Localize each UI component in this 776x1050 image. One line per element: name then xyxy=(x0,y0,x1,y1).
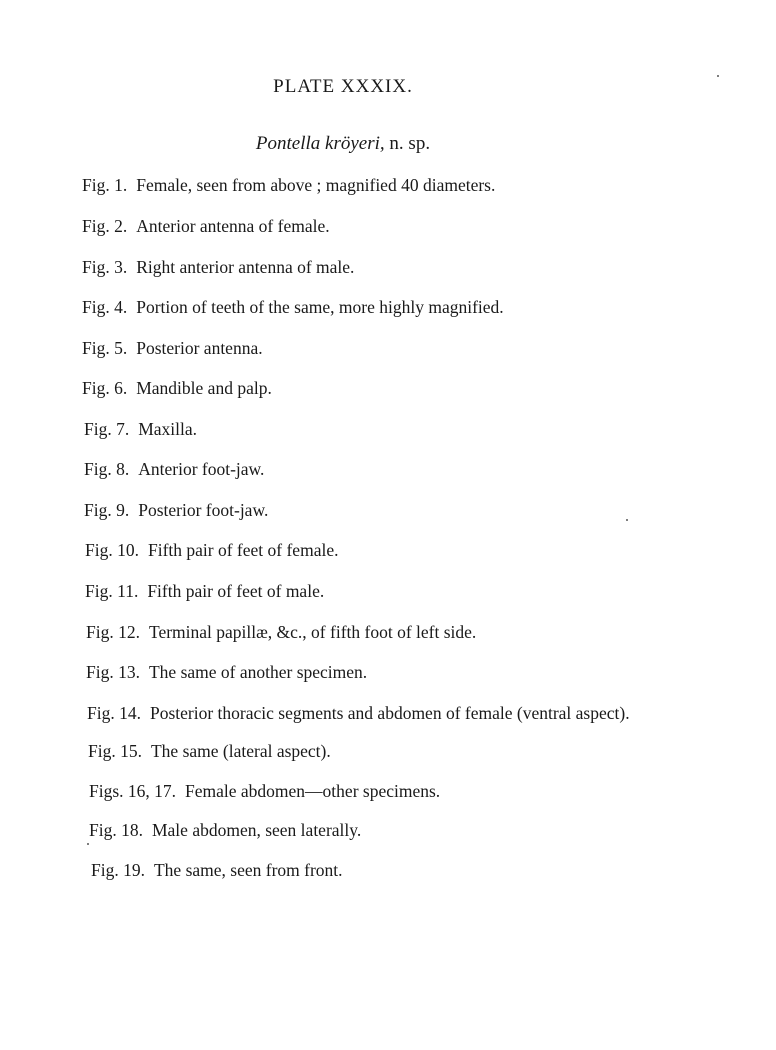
figure-label: Fig. 1. xyxy=(82,175,128,195)
paper-speck xyxy=(626,519,628,521)
figure-description: The same (lateral aspect). xyxy=(150,741,331,761)
figure-label: Fig. 14. xyxy=(87,703,141,723)
figure-description: Posterior foot-jaw. xyxy=(138,500,269,520)
figure-label: Fig. 9. xyxy=(84,500,130,520)
figure-description: Male abdomen, seen laterally. xyxy=(151,820,362,840)
figure-entry xyxy=(82,175,495,196)
figure-entry xyxy=(84,500,268,521)
figure-description: Terminal papillæ, &c., of fifth foot of left side. xyxy=(148,622,477,642)
figure-label: Fig. 6. xyxy=(82,378,128,398)
figure-description: Posterior antenna. xyxy=(136,338,263,358)
figure-label: Fig. 5. xyxy=(82,338,128,358)
figure-label: Fig. 10. xyxy=(85,540,139,560)
figure-description: Fifth pair of feet of male. xyxy=(147,581,325,601)
figure-description: Fifth pair of feet of female. xyxy=(147,540,339,560)
figure-label: Fig. 12. xyxy=(86,622,140,642)
figure-entry xyxy=(85,540,338,561)
figure-entry xyxy=(82,338,263,359)
figure-description: Anterior antenna of female. xyxy=(136,216,330,236)
figure-label: Fig. 19. xyxy=(91,860,145,880)
figure-entry xyxy=(89,820,361,841)
figure-description: The same of another specimen. xyxy=(148,662,368,682)
figure-description: Portion of teeth of the same, more highly magnified. xyxy=(136,297,504,317)
figure-label: Fig. 13. xyxy=(86,662,140,682)
plate-title: PLATE XXXIX. xyxy=(273,76,413,97)
figure-label: Fig. 3. xyxy=(82,257,128,277)
figure-entry xyxy=(86,662,367,683)
figure-description: Female, seen from above ; magnified 40 diameters. xyxy=(136,175,496,195)
figure-description: Maxilla. xyxy=(138,419,198,439)
figure-entry xyxy=(88,741,331,762)
figure-label: Fig. 15. xyxy=(88,741,142,761)
figure-entry xyxy=(82,297,504,318)
figure-description: Posterior thoracic segments and abdomen of female (ventral aspect). xyxy=(149,703,630,723)
figure-description: Right anterior antenna of male. xyxy=(136,257,355,277)
figure-description: Mandible and palp. xyxy=(136,378,272,398)
figure-label: Fig. 2. xyxy=(82,216,128,236)
figure-label: Figs. 16, 17. xyxy=(89,781,177,801)
figure-entry xyxy=(84,459,264,480)
figure-description: Anterior foot-jaw. xyxy=(138,459,265,479)
figure-label: Fig. 7. xyxy=(84,419,130,439)
figure-label: Fig. 18. xyxy=(89,820,143,840)
paper-speck xyxy=(717,75,719,77)
figure-entry xyxy=(82,216,330,237)
figure-label: Fig. 8. xyxy=(84,459,130,479)
figure-entry xyxy=(89,781,440,802)
figure-entry xyxy=(82,378,272,399)
figure-description: The same, seen from front. xyxy=(153,860,343,880)
figure-entry xyxy=(82,257,354,278)
figure-label: Fig. 4. xyxy=(82,297,128,317)
figure-entry xyxy=(87,703,630,724)
figure-entry xyxy=(84,419,197,440)
figure-label: Fig. 11. xyxy=(85,581,139,601)
figure-entry xyxy=(85,581,324,602)
species-name: Pontella kröyeri, xyxy=(255,133,385,154)
species-suffix: n. sp. xyxy=(384,133,431,154)
figure-entry xyxy=(86,622,476,643)
paper-speck xyxy=(87,843,89,845)
figure-entry xyxy=(91,860,343,881)
figure-description: Female abdomen—other specimens. xyxy=(185,781,441,801)
